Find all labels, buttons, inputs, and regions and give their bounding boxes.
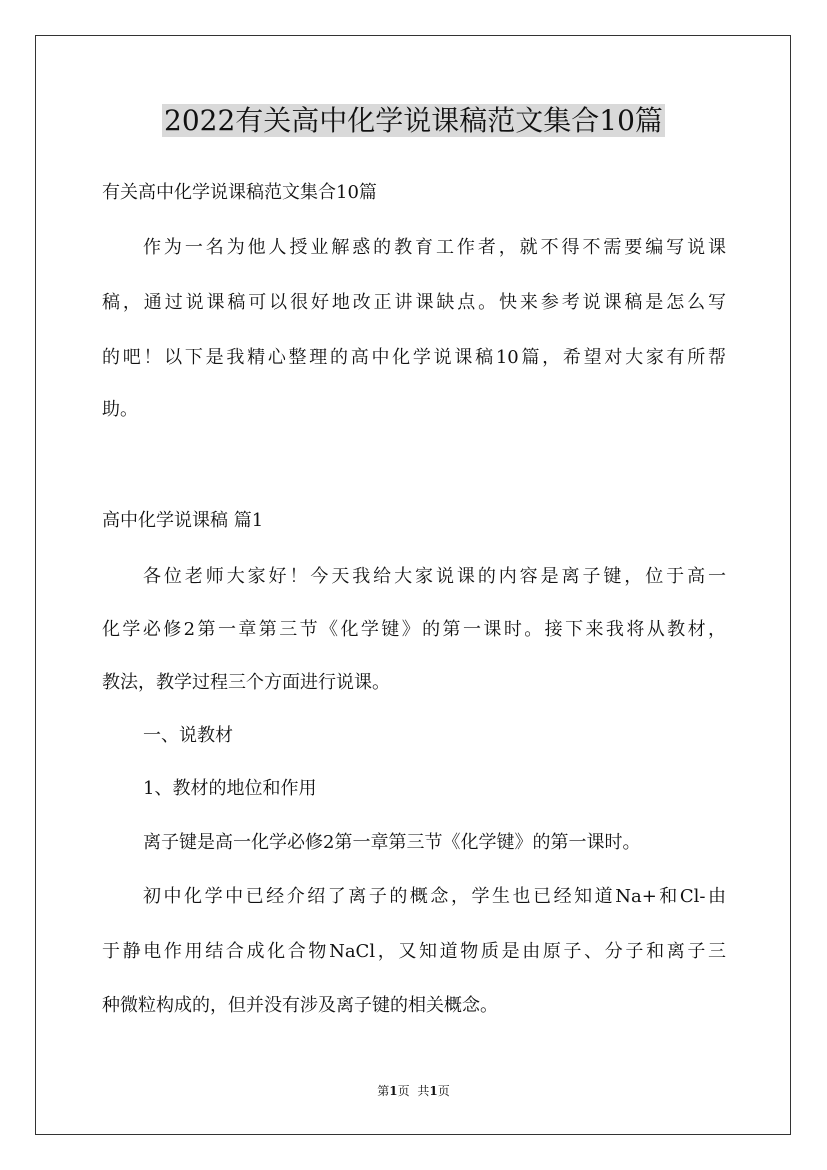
intro-paragraph-line: 助。 — [102, 399, 138, 420]
body-paragraph-line: 种微粒构成的，但并没有涉及离子键的相关概念。 — [102, 995, 498, 1016]
subsection-heading: 1、教材的地位和作用 — [143, 778, 317, 799]
footer-page-unit: 页 — [397, 1084, 410, 1098]
section-heading: 高中化学说课稿 篇1 — [102, 510, 264, 531]
footer-prefix: 第 — [377, 1084, 390, 1098]
page-footer — [0, 1083, 827, 1099]
footer-total-prefix: 共 — [417, 1084, 430, 1098]
body-paragraph-line: 初中化学中已经介绍了离子的概念，学生也已经知道Na+和Cl-由 — [143, 886, 726, 907]
body-paragraph-line: 各位老师大家好！今天我给大家说课的内容是离子键，位于高一 — [143, 566, 726, 587]
body-paragraph-line: 教法，教学过程三个方面进行说课。 — [102, 672, 390, 693]
body-paragraph-line: 化学必修2第一章第三节《化学键》的第一课时。接下来我将从教材， — [102, 619, 726, 640]
subsection-heading: 一、说教材 — [143, 725, 233, 746]
body-paragraph-line: 于静电作用结合成化合物NaCl，又知道物质是由原子、分子和离子三 — [102, 941, 726, 962]
subtitle-line: 有关高中化学说课稿范文集合10篇 — [102, 182, 377, 203]
intro-paragraph-line: 作为一名为他人授业解惑的教育工作者，就不得不需要编写说课 — [143, 237, 726, 258]
body-paragraph-line: 离子键是高一化学必修2第一章第三节《化学键》的第一课时。 — [143, 832, 641, 853]
intro-paragraph-line: 的吧！以下是我精心整理的高中化学说课稿10篇，希望对大家有所帮 — [102, 347, 726, 368]
footer-page-number: 1 — [389, 1084, 398, 1098]
footer-total-unit: 页 — [437, 1084, 450, 1098]
document-title: 2022有关高中化学说课稿范文集合10篇 — [164, 104, 663, 137]
footer-total-number: 1 — [429, 1084, 438, 1098]
intro-paragraph-line: 稿，通过说课稿可以很好地改正讲课缺点。快来参考说课稿是怎么写 — [102, 292, 726, 313]
